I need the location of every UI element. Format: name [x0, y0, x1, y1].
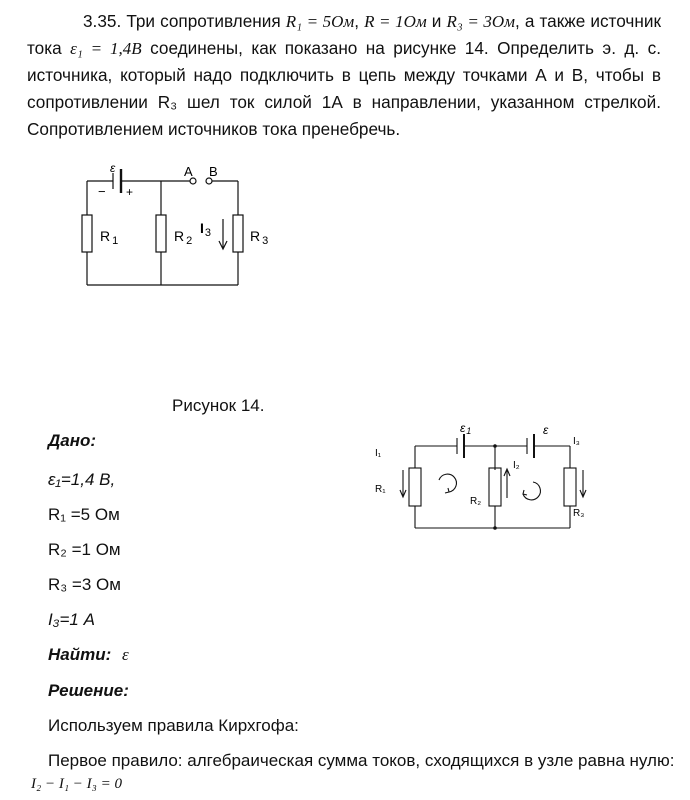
- find-value: ε: [122, 645, 129, 664]
- solution-resistor-r2: [489, 468, 501, 506]
- e1-value: ε₁ = 1,4В: [70, 39, 142, 58]
- solution-title: Решение:: [48, 681, 129, 700]
- solution-resistor-r1: [409, 468, 421, 506]
- fig2-r3-label: R₃: [573, 508, 585, 519]
- equation: I₂ − I₁ − I₃ = 0: [31, 776, 122, 792]
- given-r3: R₃ =3 Ом: [48, 575, 121, 594]
- problem-text-part: и: [431, 11, 442, 31]
- fig1-b-label: B: [209, 164, 218, 179]
- fig2-eps-label: ε: [543, 423, 549, 437]
- find-line: [48, 645, 129, 665]
- fig1-eps-label: ε: [110, 161, 116, 175]
- fig1-r2-label: R $_2$: [174, 228, 193, 247]
- given-e1: ε₁=1,4 В,: [48, 470, 116, 489]
- fig1-plus-label: +: [126, 185, 134, 199]
- problem-text-part: соединены, как показано на рисунке 14. Определить э. д. с. источника, который надо подключить в цепь между точками А и В, чтобы в сопротивлении R₃ шел ток силой 1А в направлении, указанном стрелкой. Сопротивлением источников тока пренебречь.: [27, 38, 662, 139]
- given-r1: R₁ =5 Ом: [48, 505, 120, 524]
- fig1-a-label: A: [184, 164, 193, 179]
- fig2-eps1-label: ε1: [460, 421, 472, 436]
- problem-text-part: Три сопротивления: [126, 11, 281, 31]
- fig1-r3-label: R $_3$: [250, 228, 269, 247]
- solution-resistor-r3: [564, 468, 576, 506]
- r-value: R = 1Ом: [364, 12, 427, 31]
- fig2-i1-label: I₁: [375, 448, 382, 459]
- figure-caption: Рисунок 14.: [172, 396, 265, 415]
- fig2-i2-label: I₂: [513, 460, 520, 471]
- problem-text-part: , а также источник тока: [27, 11, 661, 58]
- first-rule-text: Первое правило: алгебраическая сумма токов, сходящихся в узле равна нулю:: [48, 751, 675, 770]
- fig1-minus-label: −: [98, 184, 106, 199]
- resistor-r3: [233, 215, 243, 252]
- given-r2: R₂ =1 Ом: [48, 540, 121, 559]
- r1-value: R₁ = 5Ом: [285, 12, 355, 31]
- fig2-i3-label: I₃: [573, 436, 580, 447]
- problem-number: 3.35.: [83, 11, 122, 31]
- resistor-r2: [156, 215, 166, 252]
- given-title: Дано:: [48, 431, 97, 450]
- circuit-solution-figure: [365, 418, 595, 538]
- given-i3: I₃=1 А: [48, 610, 95, 629]
- comma: ,: [354, 11, 360, 31]
- fig2-r2-label: R₂: [470, 496, 482, 507]
- problem-text: [27, 8, 661, 143]
- r3-value: R₃ = 3Ом: [446, 12, 515, 31]
- fig1-i3-label: $I_3$: [200, 220, 212, 239]
- fig2-r1-label: R₁: [375, 484, 386, 495]
- resistor-r1: [82, 215, 92, 252]
- kirchhoff-text: Используем правила Кирхгофа:: [48, 716, 299, 735]
- find-label: Найти:: [48, 645, 112, 664]
- circuit-figure-14: [70, 155, 290, 295]
- fig1-r1-label: R $_1$: [100, 228, 119, 247]
